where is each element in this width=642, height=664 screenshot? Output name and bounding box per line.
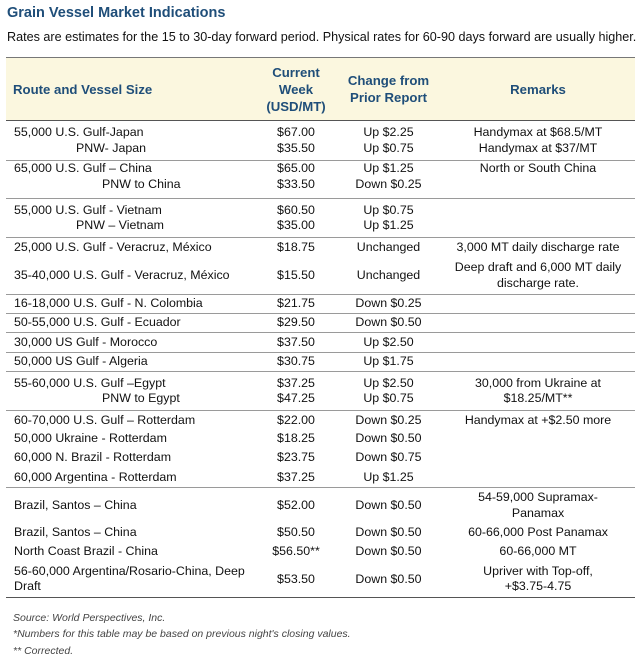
price-cell: $18.75 (277, 240, 315, 254)
change-cell: Up $1.75 (336, 353, 441, 372)
change-cell: Down $0.50 (355, 544, 422, 559)
route-cell: 16-18,000 U.S. Gulf - N. Colombia (6, 295, 256, 314)
remarks-cell: Deep draft and 6,000 MT daily discharge rate. (441, 258, 635, 295)
table-row (6, 199, 635, 238)
table-row (6, 314, 635, 333)
price-cell: $21.75 (256, 295, 336, 314)
remarks-cell (441, 353, 635, 372)
price-cell: $56.50** (272, 544, 320, 559)
remarks-cell: 60-66,000 Post Panamax (468, 525, 608, 540)
route-cell: 60,000 N. Brazil - Rotterdam (14, 450, 172, 465)
header-row (6, 58, 635, 121)
change-cell: Down $0.25 (336, 295, 441, 314)
route-cell: 55,000 U.S. Gulf - Vietnam PNW – Vietnam (6, 199, 256, 238)
table-row (6, 562, 635, 598)
vessel-rates-table (6, 57, 635, 598)
route-cell: 25,000 U.S. Gulf - Veracruz, México (14, 240, 212, 254)
price-cell: $67.00 $35.50 (256, 121, 336, 161)
route-cell: Brazil, Santos – China (14, 498, 137, 512)
table-row (6, 353, 635, 372)
price-cell: $50.50 (277, 525, 315, 540)
route-cell: 55-60,000 U.S. Gulf –Egypt PNW to Egypt (6, 372, 256, 411)
price-cell: $23.75 (277, 450, 315, 465)
header-current-week: Current Week (USD/MT) (256, 58, 336, 121)
change-cell: Up $0.75 Up $1.25 (336, 199, 441, 238)
header-route: Route and Vessel Size (6, 58, 256, 121)
footnote-source: Source: World Perspectives, Inc. (13, 612, 166, 624)
remarks-cell: Upriver with Top-off, +$3.75-4.75 (441, 562, 635, 598)
change-cell: Down $0.50 (336, 314, 441, 333)
price-cell: $65.00 $33.50 (256, 161, 336, 199)
remarks-cell (441, 199, 635, 238)
table-row (6, 238, 635, 258)
change-cell: Down $0.25 (355, 412, 422, 427)
table-row (6, 543, 635, 562)
table-row (6, 411, 635, 430)
remarks-cell: North or South China (441, 161, 635, 199)
remarks-cell: 30,000 from Ukraine at $18.25/MT** (441, 372, 635, 411)
price-cell: $22.00 (277, 412, 315, 427)
price-cell: $37.25 (256, 468, 336, 488)
route-cell: 35-40,000 U.S. Gulf - Veracruz, México (6, 258, 256, 295)
table-row (6, 468, 635, 488)
change-cell: Up $1.25 (336, 468, 441, 488)
table-row (6, 430, 635, 449)
table-row (6, 372, 635, 411)
change-cell: Up $2.25 Up $0.75 (336, 121, 441, 161)
table-row (6, 295, 635, 314)
change-cell: Up $2.50 (336, 333, 441, 353)
route-cell: 56-60,000 Argentina/Rosario-China, Deep Draft (6, 562, 256, 598)
change-cell: Up $1.25 Down $0.25 (336, 161, 441, 199)
price-cell: $60.50 $35.00 (256, 199, 336, 238)
table-row (6, 449, 635, 468)
change-cell: Down $0.75 (355, 450, 422, 465)
price-cell: $37.50 (256, 333, 336, 353)
remarks-cell: 60-66,000 MT (499, 544, 577, 559)
change-cell: Down $0.50 (355, 525, 422, 540)
route-cell: 55,000 U.S. Gulf-Japan PNW- Japan (6, 121, 256, 161)
route-cell: 50,000 US Gulf - Algeria (6, 353, 256, 372)
route-cell: 30,000 US Gulf - Morocco (6, 333, 256, 353)
route-cell: 60,000 Argentina - Rotterdam (6, 468, 256, 488)
remarks-cell (441, 449, 635, 468)
table-subtitle: Rates are estimates for the 15 to 30-day forward period. Physical rates for 60-90 days forward are usually higher. (7, 30, 637, 44)
table-row (6, 161, 635, 199)
price-cell: $30.75 (256, 353, 336, 372)
price-cell: $52.00 (277, 498, 315, 512)
route-cell: 65,000 U.S. Gulf – China PNW to China (6, 161, 256, 199)
remarks-cell: 54-59,000 Supramax-Panamax (478, 490, 598, 520)
footnotes (13, 610, 351, 659)
remarks-cell (441, 333, 635, 353)
change-cell: Unchanged (336, 258, 441, 295)
change-cell: Down $0.50 (336, 562, 441, 598)
table-row (6, 258, 635, 295)
table-row (6, 488, 635, 524)
table-row (6, 524, 635, 543)
remarks-cell (441, 295, 635, 314)
route-cell: Brazil, Santos – China (14, 525, 137, 540)
remarks-cell: Handymax at $68.5/MT Handymax at $37/MT (441, 121, 635, 161)
footnote-corrected: ** Corrected. (13, 644, 74, 657)
change-cell: Up $2.50 Up $0.75 (336, 372, 441, 411)
remarks-cell (441, 468, 635, 488)
route-cell: 60-70,000 U.S. Gulf – Rotterdam (14, 412, 196, 427)
table-row (6, 121, 635, 161)
remarks-cell: Handymax at +$2.50 more (464, 412, 612, 427)
header-change: Change from Prior Report (336, 58, 441, 121)
price-cell: $37.25 $47.25 (256, 372, 336, 411)
route-cell: North Coast Brazil - China (14, 544, 158, 559)
footnote-closing-values: *Numbers for this table may be based on previous night's closing values. (13, 628, 351, 641)
change-cell: Down $0.50 (355, 431, 422, 446)
price-cell: $29.50 (256, 314, 336, 333)
remarks-cell (441, 314, 635, 333)
price-cell: $15.50 (256, 258, 336, 295)
route-cell: 50,000 Ukraine - Rotterdam (14, 431, 167, 446)
remarks-cell (441, 430, 635, 449)
change-cell: Unchanged (356, 240, 421, 254)
change-cell: Down $0.50 (355, 498, 422, 512)
remarks-cell: 3,000 MT daily discharge rate (456, 240, 620, 254)
price-cell: $18.25 (277, 431, 315, 446)
header-remarks: Remarks (441, 58, 635, 121)
price-cell: $53.50 (256, 562, 336, 598)
table-row (6, 333, 635, 353)
page-title: Grain Vessel Market Indications (7, 5, 226, 21)
route-cell: 50-55,000 U.S. Gulf - Ecuador (6, 314, 256, 333)
